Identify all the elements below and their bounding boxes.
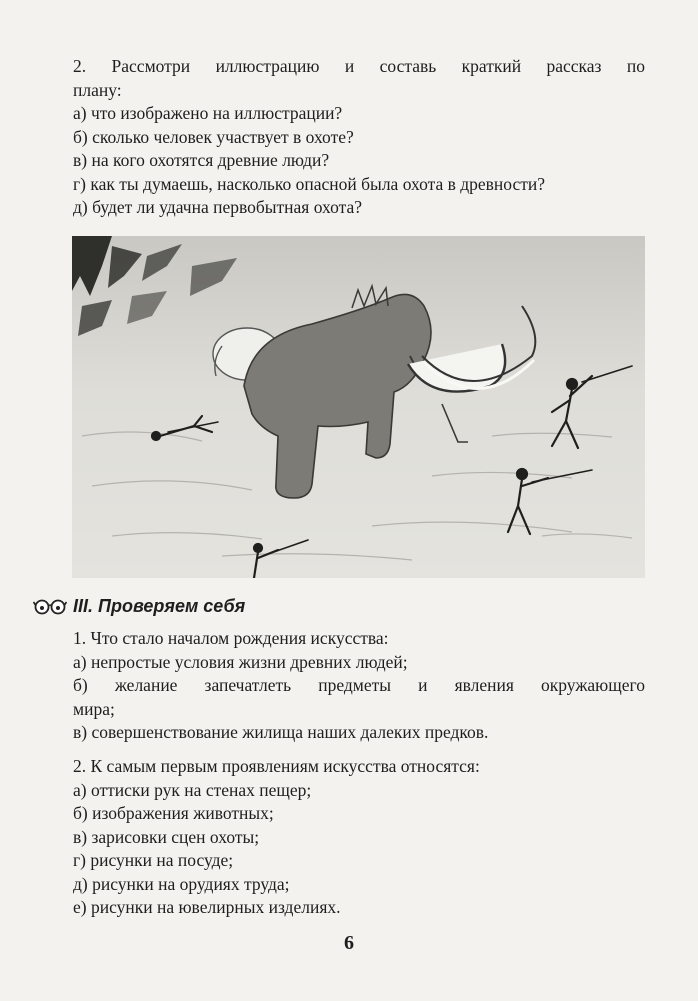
question-2 — [73, 755, 645, 920]
task-2-intro: 2. Рассмотри иллюстрацию и составь краткий рассказ по — [73, 56, 645, 76]
question-1 — [73, 627, 645, 745]
task-2-item-b: б) сколько человек участвует в охоте? — [73, 126, 354, 147]
task-2-item-d: д) будет ли удачна первобытная охота? — [73, 197, 363, 217]
question-2-option-v: в) зарисовки сцен охоты; — [73, 826, 260, 847]
question-1-option-b: б) желание запечатлеть предметы и явления окружающего — [73, 675, 645, 695]
question-2-text: 2. К самым первым проявлениям искусства относятся: — [73, 756, 480, 776]
question-1-text: 1. Что стало началом рождения искусства: — [73, 628, 389, 648]
question-2-option-g: г) рисунки на посуде; — [73, 850, 234, 870]
question-2-option-b: б) изображения животных; — [73, 803, 274, 823]
task-2-item-a: а) что изображено на иллюстрации? — [73, 103, 343, 123]
glasses-icon — [33, 596, 67, 616]
question-1-option-b-cont: мира; — [73, 698, 115, 719]
question-2-option-a: а) оттиски рук на стенах пещер; — [73, 779, 312, 800]
task-2-intro-cont: плану: — [73, 79, 122, 100]
task-2 — [73, 55, 645, 220]
section-heading — [33, 593, 245, 619]
question-1-option-v: в) совершенствование жилища наших далеких предков. — [73, 722, 489, 742]
question-1-option-a: а) непростые условия жизни древних людей; — [73, 651, 408, 672]
page-number: 6 — [344, 932, 354, 954]
section-title: III. Проверяем себя — [73, 595, 246, 616]
question-2-option-d: д) рисунки на орудиях труда; — [73, 873, 290, 894]
mammoth-hunt-drawing — [72, 236, 645, 578]
mammoth-hunt-illustration — [72, 236, 645, 578]
task-2-item-v: в) на кого охотятся древние люди? — [73, 150, 330, 170]
question-2-option-e: е) рисунки на ювелирных изделиях. — [73, 897, 341, 917]
task-2-item-g: г) как ты думаешь, насколько опасной была охота в древности? — [73, 173, 546, 194]
